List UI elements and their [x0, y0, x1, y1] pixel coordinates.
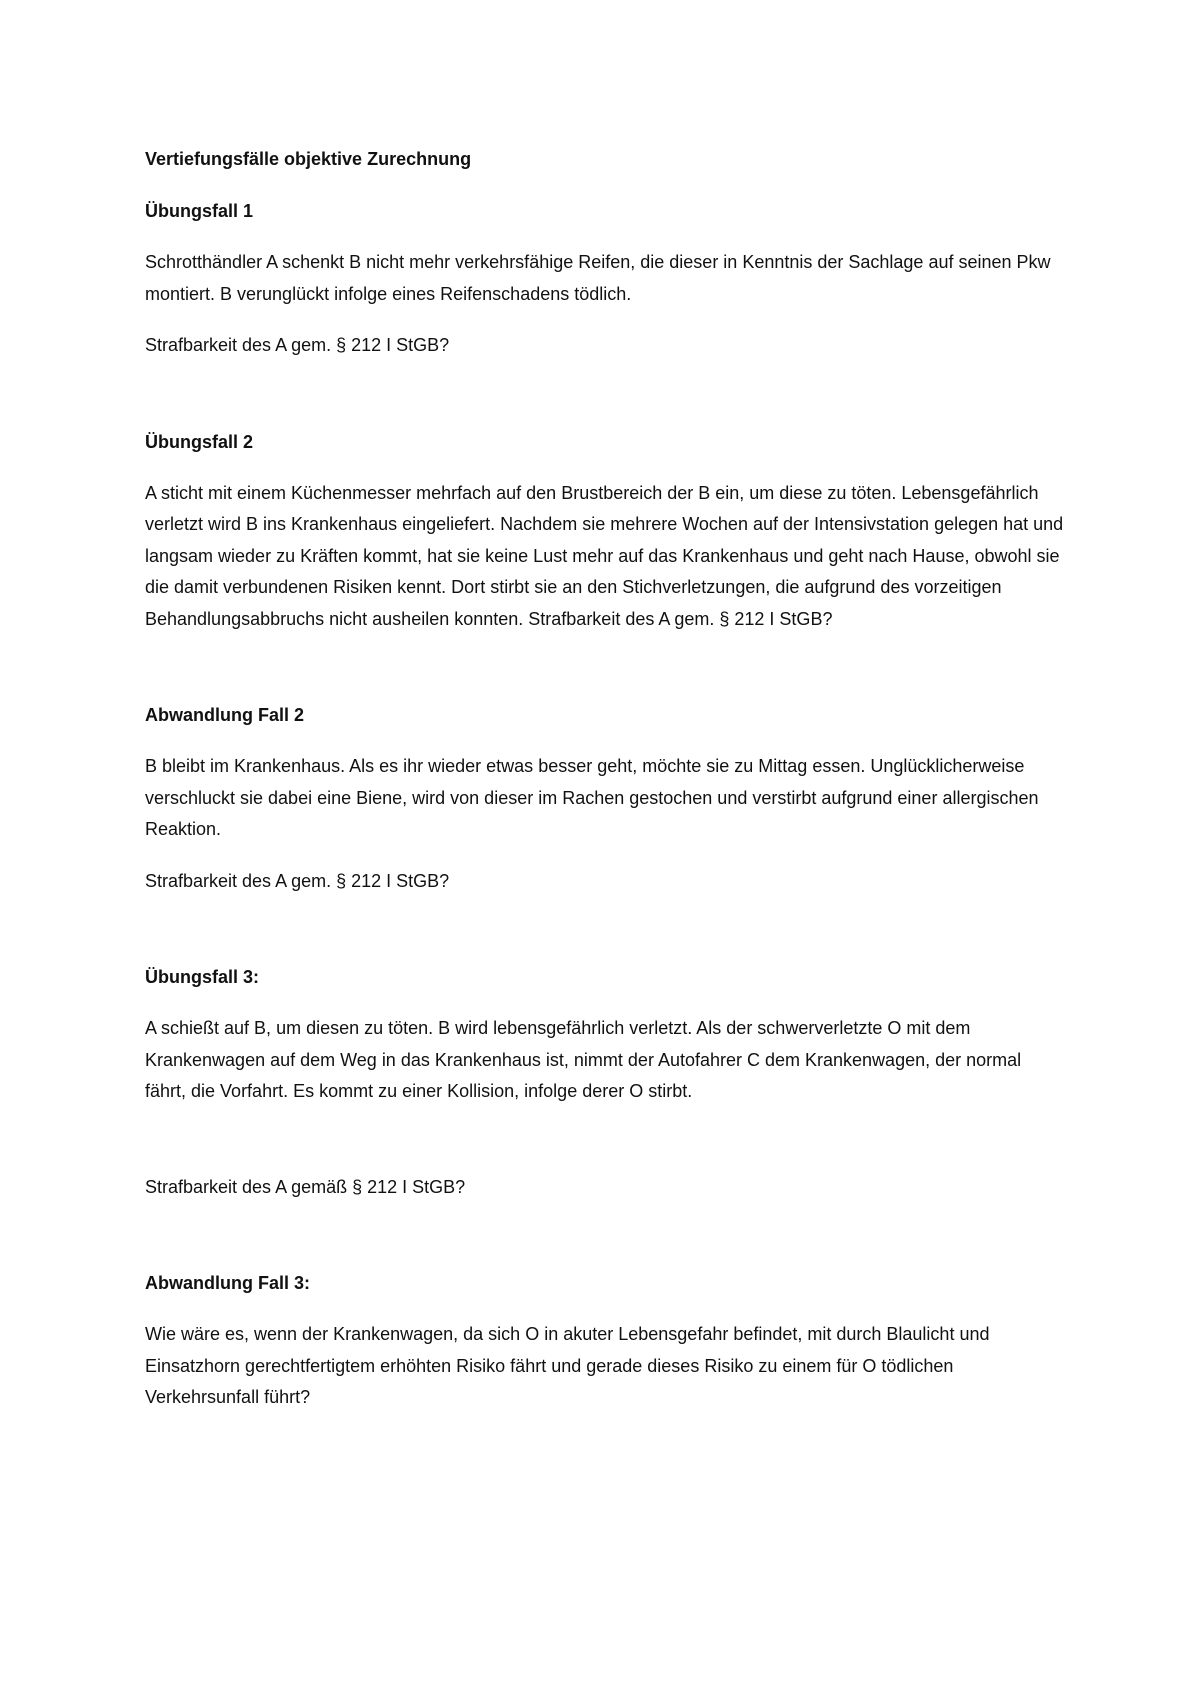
document-page	[145, 143, 1065, 1414]
case-3-question: Strafbarkeit des A gemäß § 212 I StGB?	[145, 1176, 466, 1197]
document-title: Vertiefungsfälle objektive Zurechnung	[145, 149, 472, 169]
case-2-variant-question: Strafbarkeit des A gem. § 212 I StGB?	[145, 870, 450, 891]
case-heading-2-variant: Abwandlung Fall 2	[145, 705, 305, 725]
case-heading-3-variant: Abwandlung Fall 3:	[145, 1273, 310, 1293]
case-1-question: Strafbarkeit des A gem. § 212 I StGB?	[145, 335, 450, 355]
case-3-facts: A schießt auf B, um diesen zu töten. B wird lebensgefährlich verletzt. Als der schwerverletzte O mit dem Krankenwagen auf dem Weg in das Krankenhaus ist, nimmt der Autofahrer C dem Krankenwagen, der normal fährt, die Vorfahrt. Es kommt zu einer Kollision, infolge derer O stirbt.	[145, 1018, 1022, 1101]
case-heading-2: Übungsfall 2	[145, 431, 254, 452]
case-2-facts: A sticht mit einem Küchenmesser mehrfach auf den Brustbereich der B ein, um diese zu töten. Lebensgefährlich verletzt wird B ins Krankenhaus eingeliefert. Nachdem sie mehrere Wochen auf der Intensivstation gelegen hat und langsam wieder zu Kräften kommt, hat sie keine Lust mehr auf das Krankenhaus und geht nach Hause, obwohl sie die damit verbundenen Risiken kennt. Dort stirbt sie an den Stichverletzungen, die aufgrund des vorzeitigen Behandlungsabbruchs nicht ausheilen konnten. Strafbarkeit des A gem. § 212 I StGB?	[145, 482, 1064, 629]
case-2-variant-facts: B bleibt im Krankenhaus. Als es ihr wieder etwas besser geht, möchte sie zu Mittag essen. Unglücklicherweise verschluckt sie dabei eine Biene, wird von dieser im Rachen gestochen und verstirbt aufgrund einer allergischen Reaktion.	[145, 756, 1039, 839]
case-heading-3: Übungsfall 3:	[145, 967, 260, 987]
case-1-facts: Schrotthändler A schenkt B nicht mehr verkehrsfähige Reifen, die dieser in Kenntnis der Sachlage auf seinen Pkw montiert. B verunglückt infolge eines Reifenschadens tödlich.	[145, 252, 1051, 304]
case-3-variant-facts: Wie wäre es, wenn der Krankenwagen, da sich O in akuter Lebensgefahr befindet, mit durch Blaulicht und Einsatzhorn gerechtfertigtem erhöhten Risiko fährt und gerade dieses Risiko zu einem für O tödlichen Verkehrsunfall führt?	[145, 1324, 990, 1407]
case-heading-1: Übungsfall 1	[145, 201, 254, 221]
